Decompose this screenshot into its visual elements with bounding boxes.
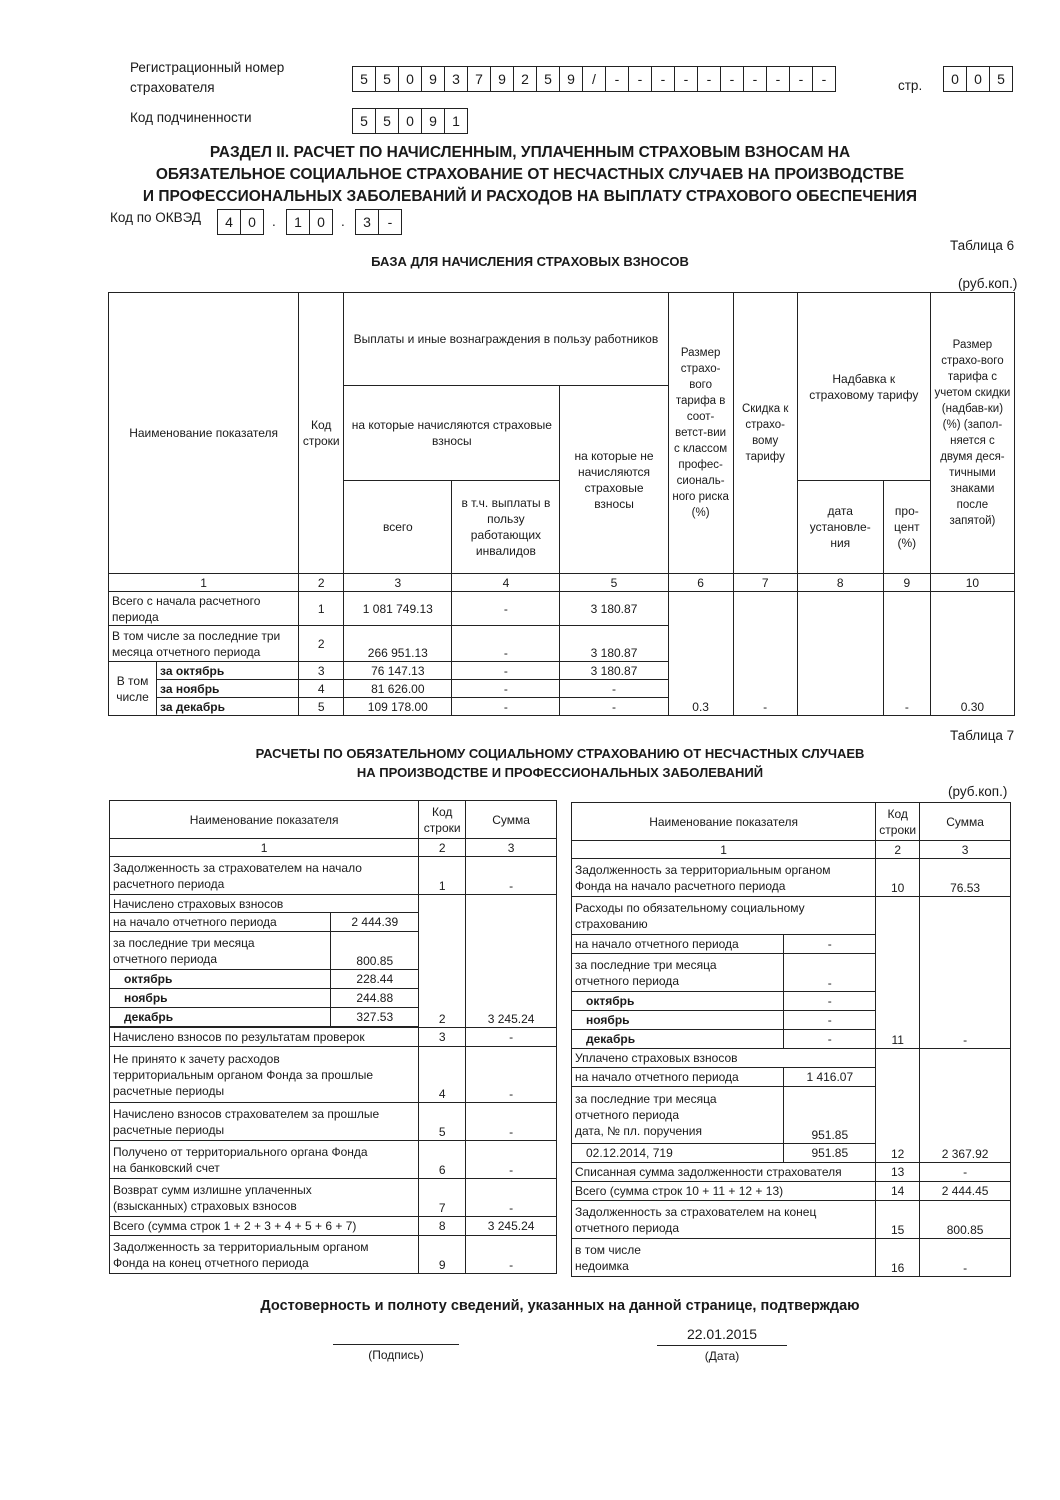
digit-cell: 5 (375, 66, 399, 92)
digit-cell: 1 (444, 108, 468, 134)
t7l-row2a-label: на начало отчетного периода (110, 913, 331, 932)
t6-num: 3 (344, 574, 452, 592)
cell: 81 626.00 (344, 680, 452, 698)
section-title: РАЗДЕЛ II. РАСЧЕТ ПО НАЧИСЛЕННЫМ, УПЛАЧЕННЫМ СТРАХОВЫМ ВЗНОСАМ НА ОБЯЗАТЕЛЬНОЕ СОЦИАЛЬНОЕ СТРАХОВАНИЕ ОТ НЕСЧАСТНЫХ СЛУЧАЕВ НА ПРОИЗВОДСТВЕ И ПРОФЕССИОНАЛЬНЫХ ЗАБОЛЕВАНИЙ И РАСХОДОВ НА ВЫПЛАТУ СТРАХОВОГО ОБЕСПЕЧЕНИЯ (142, 144, 918, 205)
t6-num: 2 (299, 574, 344, 592)
t7l-h-code: Код строки (419, 801, 466, 839)
date-label: (Дата) (704, 1349, 740, 1363)
cell: - (452, 592, 560, 626)
t6-h-name: Наименование показателя (109, 293, 299, 574)
cell: - (452, 626, 560, 662)
digit-cell: - (378, 209, 402, 235)
digit-cell: 9 (421, 108, 445, 134)
table7-title: РАСЧЕТЫ ПО ОБЯЗАТЕЛЬНОМУ СОЦИАЛЬНОМУ СТРАХОВАНИЮ ОТ НЕСЧАСТНЫХ СЛУЧАЕВ НА ПРОИЗВОДСТВЕ И ПРОФЕССИОНАЛЬНЫХ ЗАБОЛЕВАНИЙ (255, 746, 865, 780)
table-row (572, 1163, 1011, 1182)
cell: 5 (299, 698, 344, 716)
t7r-nov: ноябрь (572, 1011, 784, 1030)
table-row (110, 1141, 557, 1179)
t7r-row16-label: в том числе недоимка (572, 1239, 876, 1277)
digit-cell: 0 (943, 66, 967, 92)
cell: - (560, 680, 668, 698)
digit-cell: 3 (444, 66, 468, 92)
t7r-h-sum: Сумма (920, 803, 1011, 841)
t6-num: 10 (930, 574, 1014, 592)
t7l-dec: декабрь (110, 1008, 331, 1027)
cell: 6 (419, 1141, 466, 1179)
cell: 800.85 (331, 932, 419, 970)
cell: 800.85 (920, 1201, 1011, 1239)
cell: 4 (299, 680, 344, 698)
t7r-row12a-label: на начало отчетного периода (572, 1068, 784, 1087)
cell: - (466, 1103, 557, 1141)
t7l-row4-label: Не принято к зачету расходов территориальным органом Фонда за прошлые расчетные периоды (110, 1047, 419, 1103)
t6-h-disabled: в т.ч. выплаты в пользу работающих инвалидов (452, 481, 560, 574)
cell: 9 (419, 1236, 466, 1274)
t6-r1-name: Всего с начала расчетного периода (109, 592, 299, 626)
t6-h-pct: про-цент (%) (883, 481, 930, 574)
digit-cell: - (697, 66, 721, 92)
digit-cell: 2 (513, 66, 537, 92)
digit-cell: 5 (536, 66, 560, 92)
t7l-row9-label: Задолженность за территориальным органом Фонда на конец отчетного периода (110, 1236, 419, 1274)
digit-cell: - (812, 66, 836, 92)
t6-r3-name: за октябрь (157, 662, 299, 680)
cell: 15 (876, 1201, 920, 1239)
table-row (110, 1047, 557, 1103)
table6-caption: Таблица 6 (950, 238, 1015, 253)
table7-right (571, 802, 1011, 1277)
cell: - (560, 698, 668, 716)
digit-cell: 9 (559, 66, 583, 92)
okved-group-3 (355, 209, 401, 235)
confirmation-text: Достоверность и полноту сведений, указанных на данной странице, подтверждаю (260, 1298, 860, 1314)
cell: - (920, 897, 1011, 1049)
digit-cell: - (628, 66, 652, 92)
t6-h-discount: Скидка к страхо-вому тарифу (733, 293, 797, 574)
subordination-cells (352, 108, 467, 134)
digit-cell: 5 (375, 108, 399, 134)
cell: - (920, 1239, 1011, 1277)
cell: 10 (876, 859, 920, 897)
t6-r5-name: за декабрь (157, 698, 299, 716)
t7r-oct: октябрь (572, 992, 784, 1011)
cell: - (466, 857, 557, 895)
t6-num: 7 (733, 574, 797, 592)
t7r-dec: декабрь (572, 1030, 784, 1049)
cell: 109 178.00 (344, 698, 452, 716)
cell: 4 (419, 1047, 466, 1103)
cell: - (466, 1047, 557, 1103)
cell: - (920, 1163, 1011, 1182)
digit-cell: - (651, 66, 675, 92)
t7r-row12e-label: 02.12.2014, 719 (572, 1144, 784, 1163)
cell: 14 (876, 1182, 920, 1201)
cell: 2 444.45 (920, 1182, 1011, 1201)
cell: 12 (876, 1049, 920, 1163)
t7r-h-name: Наименование показателя (572, 803, 876, 841)
digit-cell: - (789, 66, 813, 92)
cell: 76 147.13 (344, 662, 452, 680)
t6-final-val: 0.30 (930, 592, 1014, 716)
cell: 2 (299, 626, 344, 662)
digit-cell: - (674, 66, 698, 92)
digit-cell: - (743, 66, 767, 92)
cell: - (466, 1141, 557, 1179)
t6-discount-val: - (733, 592, 797, 716)
t6-h-payments: Выплаты и иные вознаграждения в пользу работников (344, 293, 668, 386)
table-row (572, 1182, 1011, 1201)
table6 (108, 292, 1015, 716)
cell: 8 (419, 1217, 466, 1236)
digit-cell: - (605, 66, 629, 92)
digit-cell: 5 (989, 66, 1013, 92)
cell: 3 180.87 (560, 662, 668, 680)
cell: 3 245.24 (466, 895, 557, 1028)
t7l-num: 1 (110, 839, 419, 857)
digit-cell: 7 (467, 66, 491, 92)
okved-group-2 (286, 209, 332, 235)
t6-h-charged: на которые начисляются страховые взносы (344, 386, 560, 481)
t7r-num: 1 (572, 841, 876, 859)
digit-cell: 4 (217, 209, 241, 235)
t7l-row2b-label: за последние три месяца отчетного периода (110, 932, 331, 970)
signature-label: (Подпись) (368, 1348, 424, 1362)
reg-number-cells (352, 66, 835, 92)
table-row (110, 857, 557, 895)
t6-num: 6 (668, 574, 733, 592)
t7r-row11c-label: на начало отчетного периода (572, 935, 784, 954)
date-line (657, 1345, 787, 1346)
t7l-oct: октябрь (110, 970, 331, 989)
cell: 2 367.92 (920, 1049, 1011, 1163)
cell: - (452, 662, 560, 680)
digit-cell: 0 (398, 108, 422, 134)
t6-num: 1 (109, 574, 299, 592)
t6-col-numbers (109, 574, 1015, 592)
t7l-row5-label: Начислено взносов страхователем за прошлые расчетные периоды (110, 1103, 419, 1141)
digit-cell: 5 (352, 66, 376, 92)
digit-cell: 0 (398, 66, 422, 92)
t6-h-final: Размер страхо-вого тарифа с учетом скидки (надбав-ки) (%) (запол-няется с двумя деся-тичными знаками после запятой) (930, 293, 1014, 574)
table7-units: (руб.коп.) (948, 784, 1008, 799)
t7l-row3-label: Начислено взносов по результатам проверок (110, 1028, 419, 1047)
digit-cell: 0 (240, 209, 264, 235)
cell: 7 (419, 1179, 466, 1217)
table-row (110, 1236, 557, 1274)
cell: - (784, 1030, 876, 1049)
t7l-num: 2 (419, 839, 466, 857)
digit-cell: - (766, 66, 790, 92)
table7-left (109, 800, 557, 1274)
cell: 951.85 (784, 1087, 876, 1144)
cell: 16 (876, 1239, 920, 1277)
t6-rate-val: 0.3 (668, 592, 733, 716)
table7-caption: Таблица 7 (950, 728, 1015, 743)
t6-h-not-charged: на которые не начисляются страховые взносы (560, 386, 668, 574)
page-number-cells (943, 66, 1012, 92)
table-row (109, 592, 1015, 626)
cell: 5 (419, 1103, 466, 1141)
okved-dot: . (341, 214, 345, 229)
cell: 1 416.07 (784, 1068, 876, 1087)
table-row (572, 1239, 1011, 1277)
t7r-row12b-label: за последние три месяца отчетного периода дата, № пл. поручения (572, 1087, 784, 1144)
t7r-row15-label: Задолженность за страхователем на конец отчетного периода (572, 1201, 876, 1239)
cell: 11 (876, 897, 920, 1049)
digit-cell: 9 (490, 66, 514, 92)
t6-num: 4 (452, 574, 560, 592)
t6-incl: В том числе (109, 662, 157, 716)
cell: - (466, 1179, 557, 1217)
t7l-row8-label: Всего (сумма строк 1 + 2 + 3 + 4 + 5 + 6 + 7) (110, 1217, 419, 1236)
t7l-nov: ноябрь (110, 989, 331, 1008)
t6-r4-name: за ноябрь (157, 680, 299, 698)
t7r-num: 2 (876, 841, 920, 859)
t7r-h-code: Код строки (876, 803, 920, 841)
t7r-row13-label: Списанная сумма задолженности страхователя (572, 1163, 876, 1182)
table-row (110, 1217, 557, 1236)
page-label: стр. (898, 78, 923, 93)
okved-label: Код по ОКВЭД (110, 210, 202, 225)
table6-units: (руб.коп.) (958, 276, 1018, 291)
t6-h-code: Код строки (299, 293, 344, 574)
digit-cell: 5 (352, 108, 376, 134)
t7l-h-name: Наименование показателя (110, 801, 419, 839)
cell: 244.88 (331, 989, 419, 1008)
cell: 3 245.24 (466, 1217, 557, 1236)
t7l-row2-label: Начислено страховых взносов (110, 895, 419, 913)
t6-num: 9 (883, 574, 930, 592)
t6-r2-name: В том числе за последние три месяца отчетного периода (109, 626, 299, 662)
cell: - (452, 680, 560, 698)
digit-cell: 3 (355, 209, 379, 235)
t6-h-rate: Размер страхо-вого тарифа в соот-ветст-вии с классом профес-сиональ-ного риска (%) (668, 293, 733, 574)
okved-group-1 (217, 209, 263, 235)
t7r-row11-label: Расходы по обязательному социальному страхованию (572, 897, 876, 935)
cell: 266 951.13 (344, 626, 452, 662)
t7l-row1-label: Задолженность за страхователем на начало расчетного периода (110, 857, 419, 895)
cell: 1 (419, 857, 466, 895)
t6-h-total: всего (344, 481, 452, 574)
t6-pct-val: - (883, 592, 930, 716)
cell: - (784, 992, 876, 1011)
cell: - (452, 698, 560, 716)
t6-date-val (797, 592, 883, 716)
cell: - (466, 1236, 557, 1274)
cell: 3 (299, 662, 344, 680)
date-value: 22.01.2015 (686, 1326, 758, 1342)
cell: 2 444.39 (331, 913, 419, 932)
cell: - (466, 1028, 557, 1047)
t6-h-date: дата установле-ния (797, 481, 883, 574)
cell: 3 (419, 1028, 466, 1047)
cell: 13 (876, 1163, 920, 1182)
cell: 76.53 (920, 859, 1011, 897)
table-row (110, 1103, 557, 1141)
t7l-h-sum: Сумма (466, 801, 557, 839)
digit-cell: - (720, 66, 744, 92)
digit-cell: 0 (966, 66, 990, 92)
t7r-row11d-label: за последние три месяца отчетного периода (572, 954, 784, 992)
cell: - (784, 954, 876, 992)
cell: - (784, 935, 876, 954)
okved-dot: . (272, 214, 276, 229)
digit-cell: / (582, 66, 606, 92)
digit-cell: 9 (421, 66, 445, 92)
table-row (572, 1201, 1011, 1239)
cell: 951.85 (784, 1144, 876, 1163)
t7l-row7-label: Возврат сумм излишне уплаченных (взысканных) страховых взносов (110, 1179, 419, 1217)
cell: 3 180.87 (560, 592, 668, 626)
table-row (110, 1179, 557, 1217)
table-row (110, 1028, 557, 1047)
t7r-num: 3 (920, 841, 1011, 859)
cell: 228.44 (331, 970, 419, 989)
cell: - (784, 1011, 876, 1030)
t7r-row14-label: Всего (сумма строк 10 + 11 + 12 + 13) (572, 1182, 876, 1201)
subordination-label: Код подчиненности (130, 110, 252, 125)
t6-num: 5 (560, 574, 668, 592)
table6-title: БАЗА ДЛЯ НАЧИСЛЕНИЯ СТРАХОВЫХ ВЗНОСОВ (371, 254, 689, 269)
cell: 2 (419, 895, 466, 1028)
t7l-num: 3 (466, 839, 557, 857)
t7r-row12-label: Уплачено страховых взносов (572, 1049, 876, 1068)
table-row (572, 859, 1011, 897)
t6-num: 8 (797, 574, 883, 592)
t7l-row6-label: Получено от территориального органа Фонда на банковский счет (110, 1141, 419, 1179)
cell: 1 (299, 592, 344, 626)
cell: 1 081 749.13 (344, 592, 452, 626)
cell: 3 180.87 (560, 626, 668, 662)
t6-h-surcharge: Надбавка к страховому тарифу (797, 293, 930, 481)
digit-cell: 1 (286, 209, 310, 235)
reg-number-label: Регистрационный номер страхователя (130, 60, 285, 95)
signature-line (333, 1344, 459, 1345)
t7r-row10-label: Задолженность за территориальным органом Фонда на начало расчетного периода (572, 859, 876, 897)
cell: 327.53 (331, 1008, 419, 1027)
digit-cell: 0 (309, 209, 333, 235)
